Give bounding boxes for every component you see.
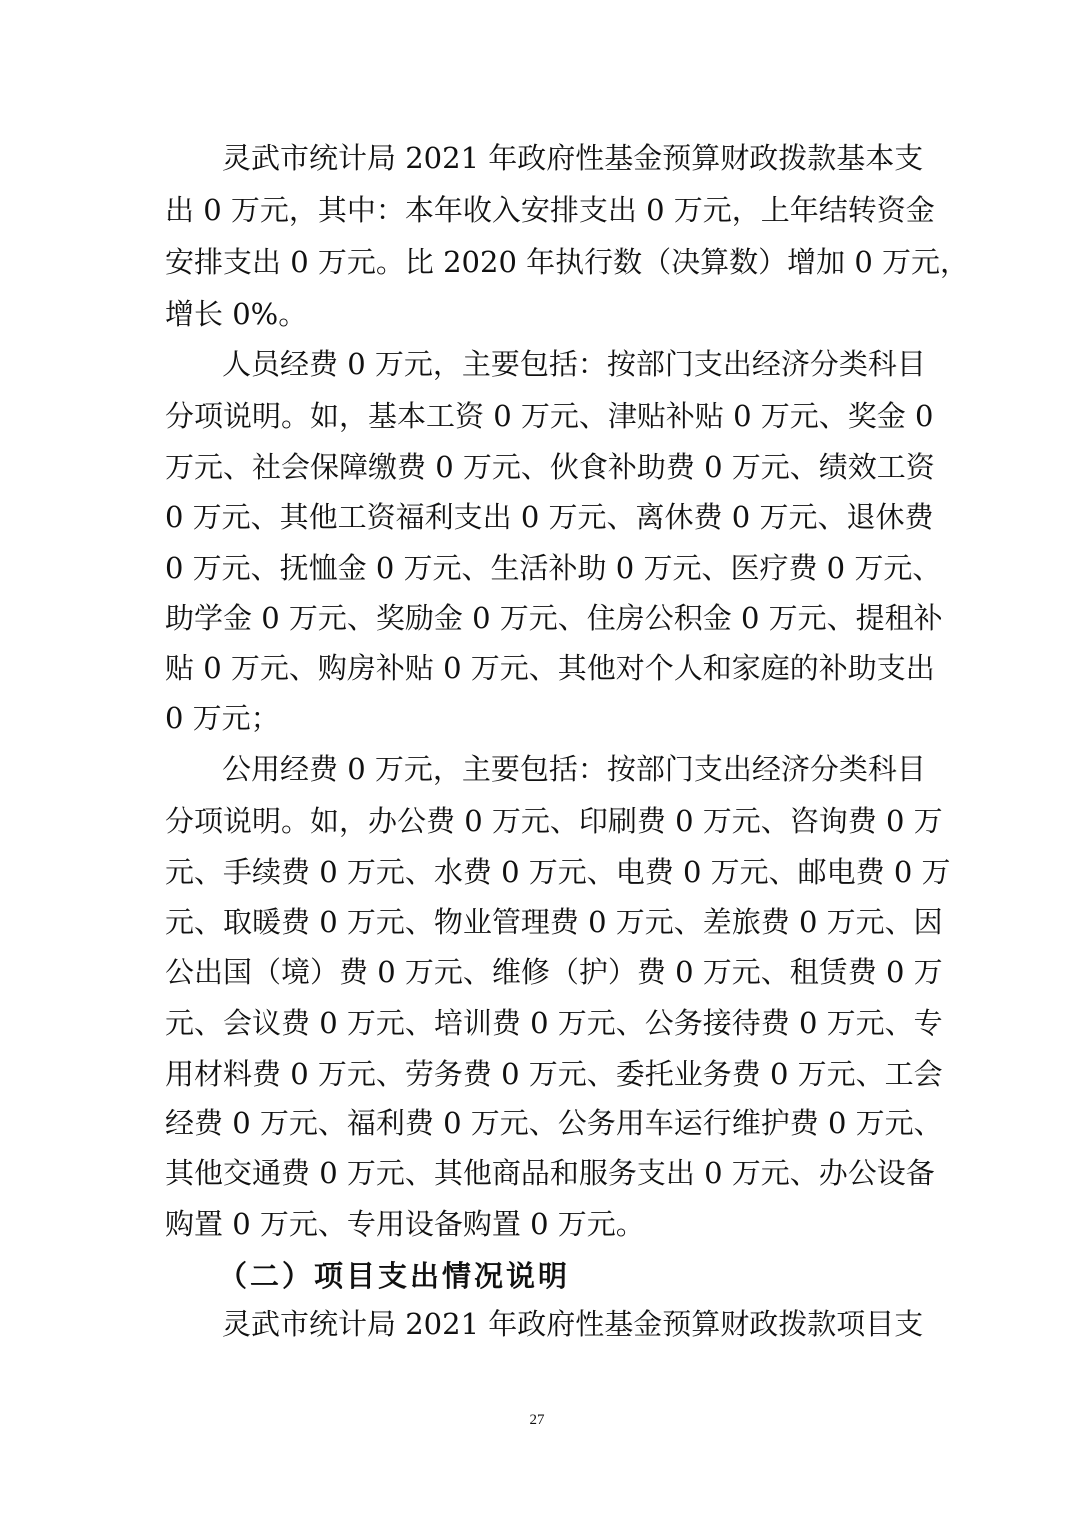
paragraph-3-line-8: 经费 0 万元、福利费 0 万元、公务用车运行维护费 0 万元、 (165, 1106, 943, 1140)
paragraph-3-line-2: 分项说明。如，办公费 0 万元、印刷费 0 万元、咨询费 0 万 (165, 804, 943, 838)
paragraph-3-line-5: 公出国（境）费 0 万元、维修（护）费 0 万元、租赁费 0 万 (165, 955, 943, 989)
paragraph-2-line-2: 分项说明。如，基本工资 0 万元、津贴补贴 0 万元、奖金 0 (165, 399, 934, 433)
paragraph-3-line-7: 用材料费 0 万元、劳务费 0 万元、委托业务费 0 万元、工会 (165, 1057, 943, 1091)
paragraph-3-line-10: 购置 0 万元、专用设备购置 0 万元。 (165, 1207, 645, 1241)
paragraph-3-line-4: 元、取暖费 0 万元、物业管理费 0 万元、差旅费 0 万元、因 (165, 905, 943, 939)
paragraph-1-line-3: 安排支出 0 万元。比 2020 年执行数（决算数）增加 0 万元， (165, 245, 970, 279)
paragraph-2-line-1: 人员经费 0 万元，主要包括：按部门支出经济分类科目 (222, 347, 926, 381)
paragraph-2-line-8: 0 万元； (165, 701, 280, 735)
paragraph-2-line-5: 0 万元、抚恤金 0 万元、生活补助 0 万元、医疗费 0 万元、 (165, 551, 942, 585)
section-heading: （二）项目支出情况说明 (218, 1259, 571, 1293)
paragraph-3-line-1: 公用经费 0 万元，主要包括：按部门支出经济分类科目 (222, 752, 926, 786)
paragraph-1-line-4: 增长 0%。 (165, 297, 308, 331)
paragraph-2-line-7: 贴 0 万元、购房补贴 0 万元、其他对个人和家庭的补助支出 (165, 651, 935, 685)
paragraph-2-line-4: 0 万元、其他工资福利支出 0 万元、离休费 0 万元、退休费 (165, 500, 934, 534)
paragraph-2-line-6: 助学金 0 万元、奖励金 0 万元、住房公积金 0 万元、提租补 (165, 601, 943, 635)
paragraph-3-line-9: 其他交通费 0 万元、其他商品和服务支出 0 万元、办公设备 (165, 1156, 935, 1190)
page-number: 27 (529, 1412, 545, 1428)
final-paragraph-line-1: 灵武市统计局 2021 年政府性基金预算财政拨款项目支 (222, 1307, 924, 1341)
paragraph-3-line-6: 元、会议费 0 万元、培训费 0 万元、公务接待费 0 万元、专 (165, 1006, 943, 1040)
paragraph-3-line-3: 元、手续费 0 万元、水费 0 万元、电费 0 万元、邮电费 0 万 (165, 855, 951, 889)
paragraph-2-line-3: 万元、社会保障缴费 0 万元、伙食补助费 0 万元、绩效工资 (165, 450, 935, 484)
paragraph-1-line-1: 灵武市统计局 2021 年政府性基金预算财政拨款基本支 (222, 141, 924, 175)
paragraph-1-line-2: 出 0 万元，其中：本年收入安排支出 0 万元，上年结转资金 (165, 193, 935, 227)
